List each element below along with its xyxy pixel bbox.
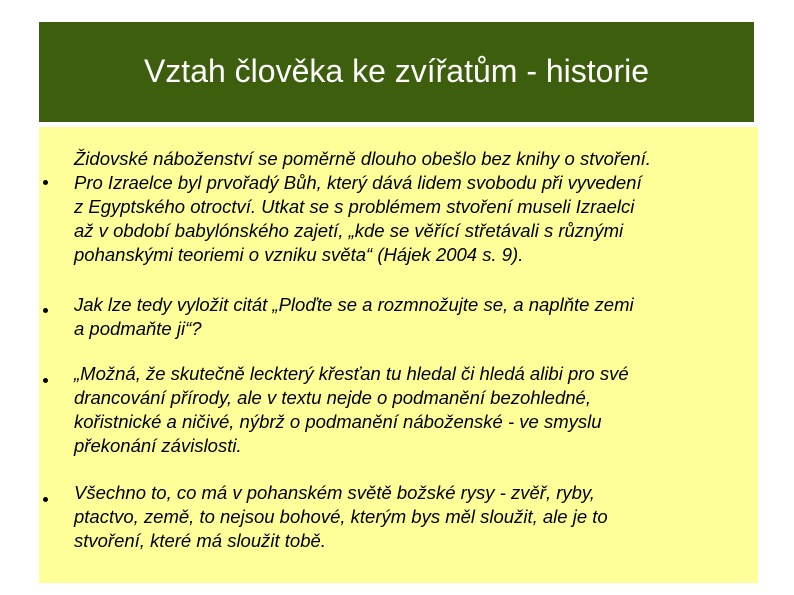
bullet-text: Jak lze tedy vyložit citát „Ploďte se a rozmnožujte se, a naplňte zemi a podmaňte ji“? bbox=[74, 294, 634, 339]
title-banner bbox=[39, 22, 754, 122]
bullet-dot-icon bbox=[43, 378, 48, 383]
slide-title: Vztah člověka ke zvířatům - historie bbox=[143, 53, 650, 89]
bullet-text: Židovské náboženství se poměrně dlouho obešlo bez knihy o stvoření. Pro Izraelce byl prvořadý Bůh, který dává lidem svobodu při vyvedení z Egyptského otroctví. Utkat se s problémem stvoření museli Izraelci až v období babylónského zajetí, „kde se věřící střetávali s různými pohanskými teoriemi o vzniku světa“ (Hájek 2004 s. 9). bbox=[74, 148, 651, 265]
content-panel bbox=[39, 127, 758, 583]
bullet-text: „Možná, že skutečně leckterý křesťan tu hledal či hledá alibi pro své drancování přírody, ale v textu nejde o podmanění bezohledné, kořistnické a ničivé, nýbrž o podmanění náboženské - ve smyslu překonání závislosti. bbox=[74, 363, 629, 456]
bullet-dot-icon bbox=[43, 308, 48, 313]
bullet-text: Všechno to, co má v pohanském světě božské rysy - zvěř, ryby, ptactvo, země, to nejsou bohové, kterým bys měl sloužit, ale je to stvoření, které má sloužit tobě. bbox=[74, 482, 608, 551]
bullet-dot-icon bbox=[43, 180, 48, 185]
bullet-dot-icon bbox=[43, 497, 48, 502]
